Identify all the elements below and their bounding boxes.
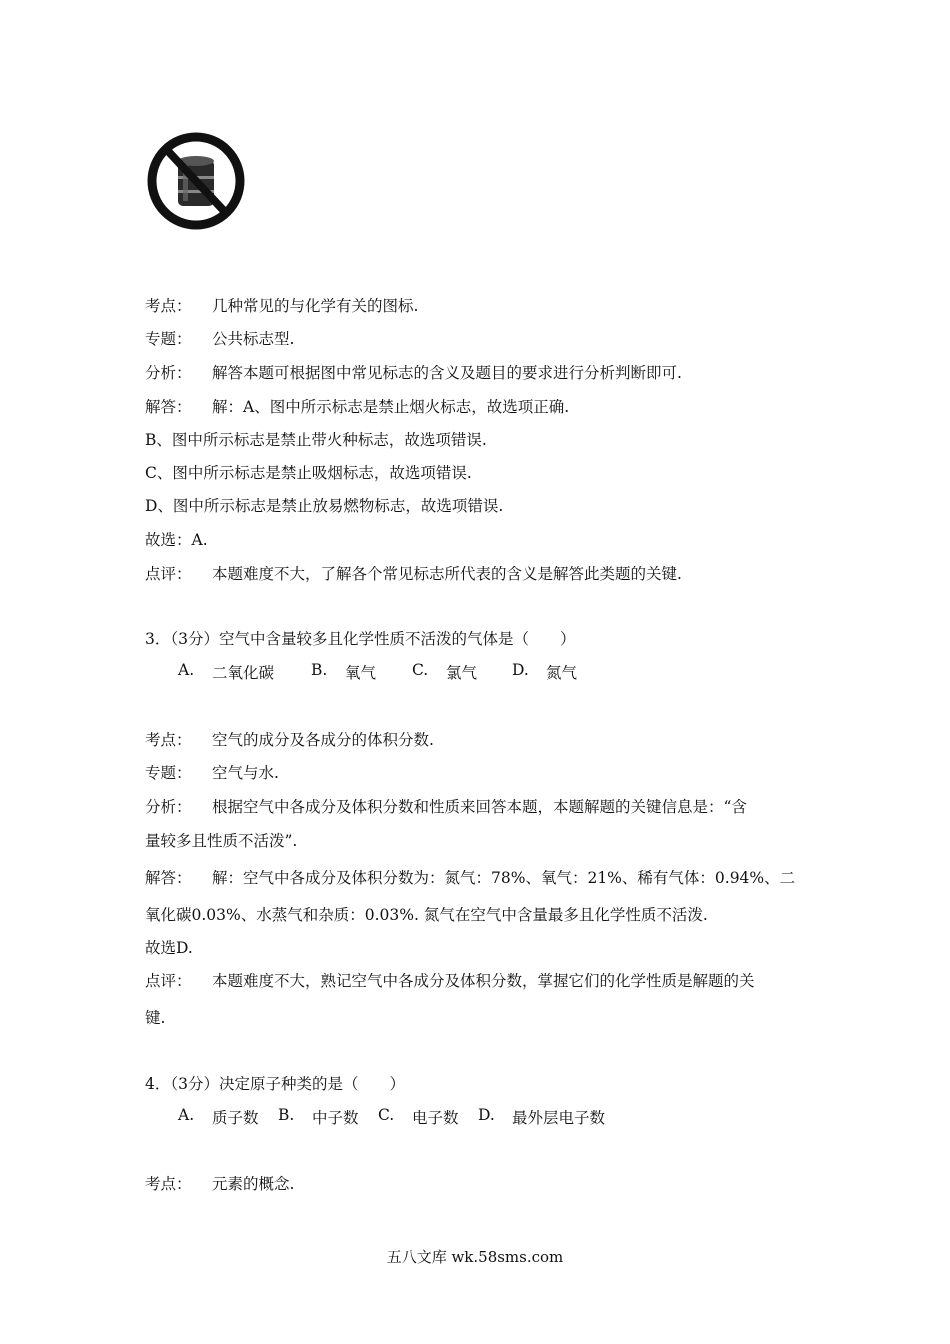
q3-option-b: 氧气 [345, 664, 377, 682]
kaodian-label: 考点： [145, 297, 192, 315]
question-4: 4．（3分）决定原子种类的是（ ） [145, 1075, 405, 1093]
q3-dianping-line2: 键. [145, 1009, 166, 1027]
q3-option-a: 二氧化碳 [212, 664, 275, 682]
q3-fenxi-label: 分析： [145, 798, 192, 816]
dianping-text: 本题难度不大，了解各个常见标志所代表的含义是解答此类题的关键. [212, 565, 682, 583]
q3-option-a-key: A. [178, 661, 195, 679]
q3-kaodian-label: 考点： [145, 731, 192, 749]
jieda-label: 解答： [145, 398, 192, 416]
zhuanti-text: 公共标志型. [212, 330, 295, 348]
q3-guxuan: 故选D. [145, 939, 193, 957]
q4-option-a-key: A. [178, 1106, 195, 1124]
q4-option-a: 质子数 [212, 1109, 259, 1127]
fenxi-text: 解答本题可根据图中常见标志的含义及题目的要求进行分析判断即可. [212, 364, 682, 382]
q4-kaodian-label: 考点： [145, 1175, 192, 1193]
fenxi-label: 分析： [145, 364, 192, 382]
q3-zhuanti-label: 专题： [145, 764, 192, 782]
footer-watermark-text: 五八文库 wk.58sms.com [386, 1248, 564, 1266]
q3-option-d-key: D. [512, 661, 529, 679]
q3-option-b-key: B. [311, 661, 328, 679]
guxuan-text: 故选：A. [145, 531, 208, 549]
q3-kaodian-text: 空气的成分及各成分的体积分数. [212, 731, 434, 749]
jieda-text: 解：A、图中所示标志是禁止烟火标志，故选项正确. [212, 398, 570, 416]
q3-dianping-line1: 本题难度不大，熟记空气中各成分及体积分数，掌握它们的化学性质是解题的关 [212, 972, 755, 990]
q4-option-d-key: D. [478, 1106, 495, 1124]
q4-option-c-key: C. [378, 1106, 395, 1124]
q3-option-c-key: C. [412, 661, 429, 679]
q3-fenxi-line1: 根据空气中各成分及体积分数和性质来回答本题，本题解题的关键信息是：“含 [212, 798, 747, 816]
q4-option-d: 最外层电子数 [512, 1109, 606, 1127]
answer-line-d: D、图中所示标志是禁止放易燃物标志，故选项错误. [145, 497, 504, 515]
q3-jieda-label: 解答： [145, 869, 192, 887]
answer-line-b: B、图中所示标志是禁止带火种标志，故选项错误. [145, 431, 487, 449]
q3-zhuanti-text: 空气与水. [212, 764, 279, 782]
q4-option-c: 电子数 [412, 1109, 459, 1127]
q3-fenxi-line2: 量较多且性质不活泼”. [145, 832, 298, 850]
no-flammable-barrel-sign-icon [145, 132, 247, 230]
q3-jieda-line1: 解：空气中各成分及体积分数为：氮气：78%、氧气：21%、稀有气体：0.94%、二 [212, 869, 796, 887]
q3-jieda-line2: 氧化碳0.03%、水蒸气和杂质：0.03%. 氮气在空气中含量最多且化学性质不活泼. [145, 906, 708, 924]
q4-option-b-key: B. [278, 1106, 295, 1124]
answer-line-c: C、图中所示标志是禁止吸烟标志，故选项错误. [145, 464, 472, 482]
q4-kaodian-text: 元素的概念. [212, 1175, 295, 1193]
q3-dianping-label: 点评： [145, 972, 192, 990]
q4-option-b: 中子数 [312, 1109, 359, 1127]
question-3: 3．（3分）空气中含量较多且化学性质不活泼的气体是（ ） [145, 630, 576, 648]
kaodian-text: 几种常见的与化学有关的图标. [212, 297, 419, 315]
q3-option-c: 氯气 [446, 664, 478, 682]
zhuanti-label: 专题： [145, 330, 192, 348]
q3-option-d: 氮气 [546, 664, 578, 682]
dianping-label: 点评： [145, 565, 192, 583]
